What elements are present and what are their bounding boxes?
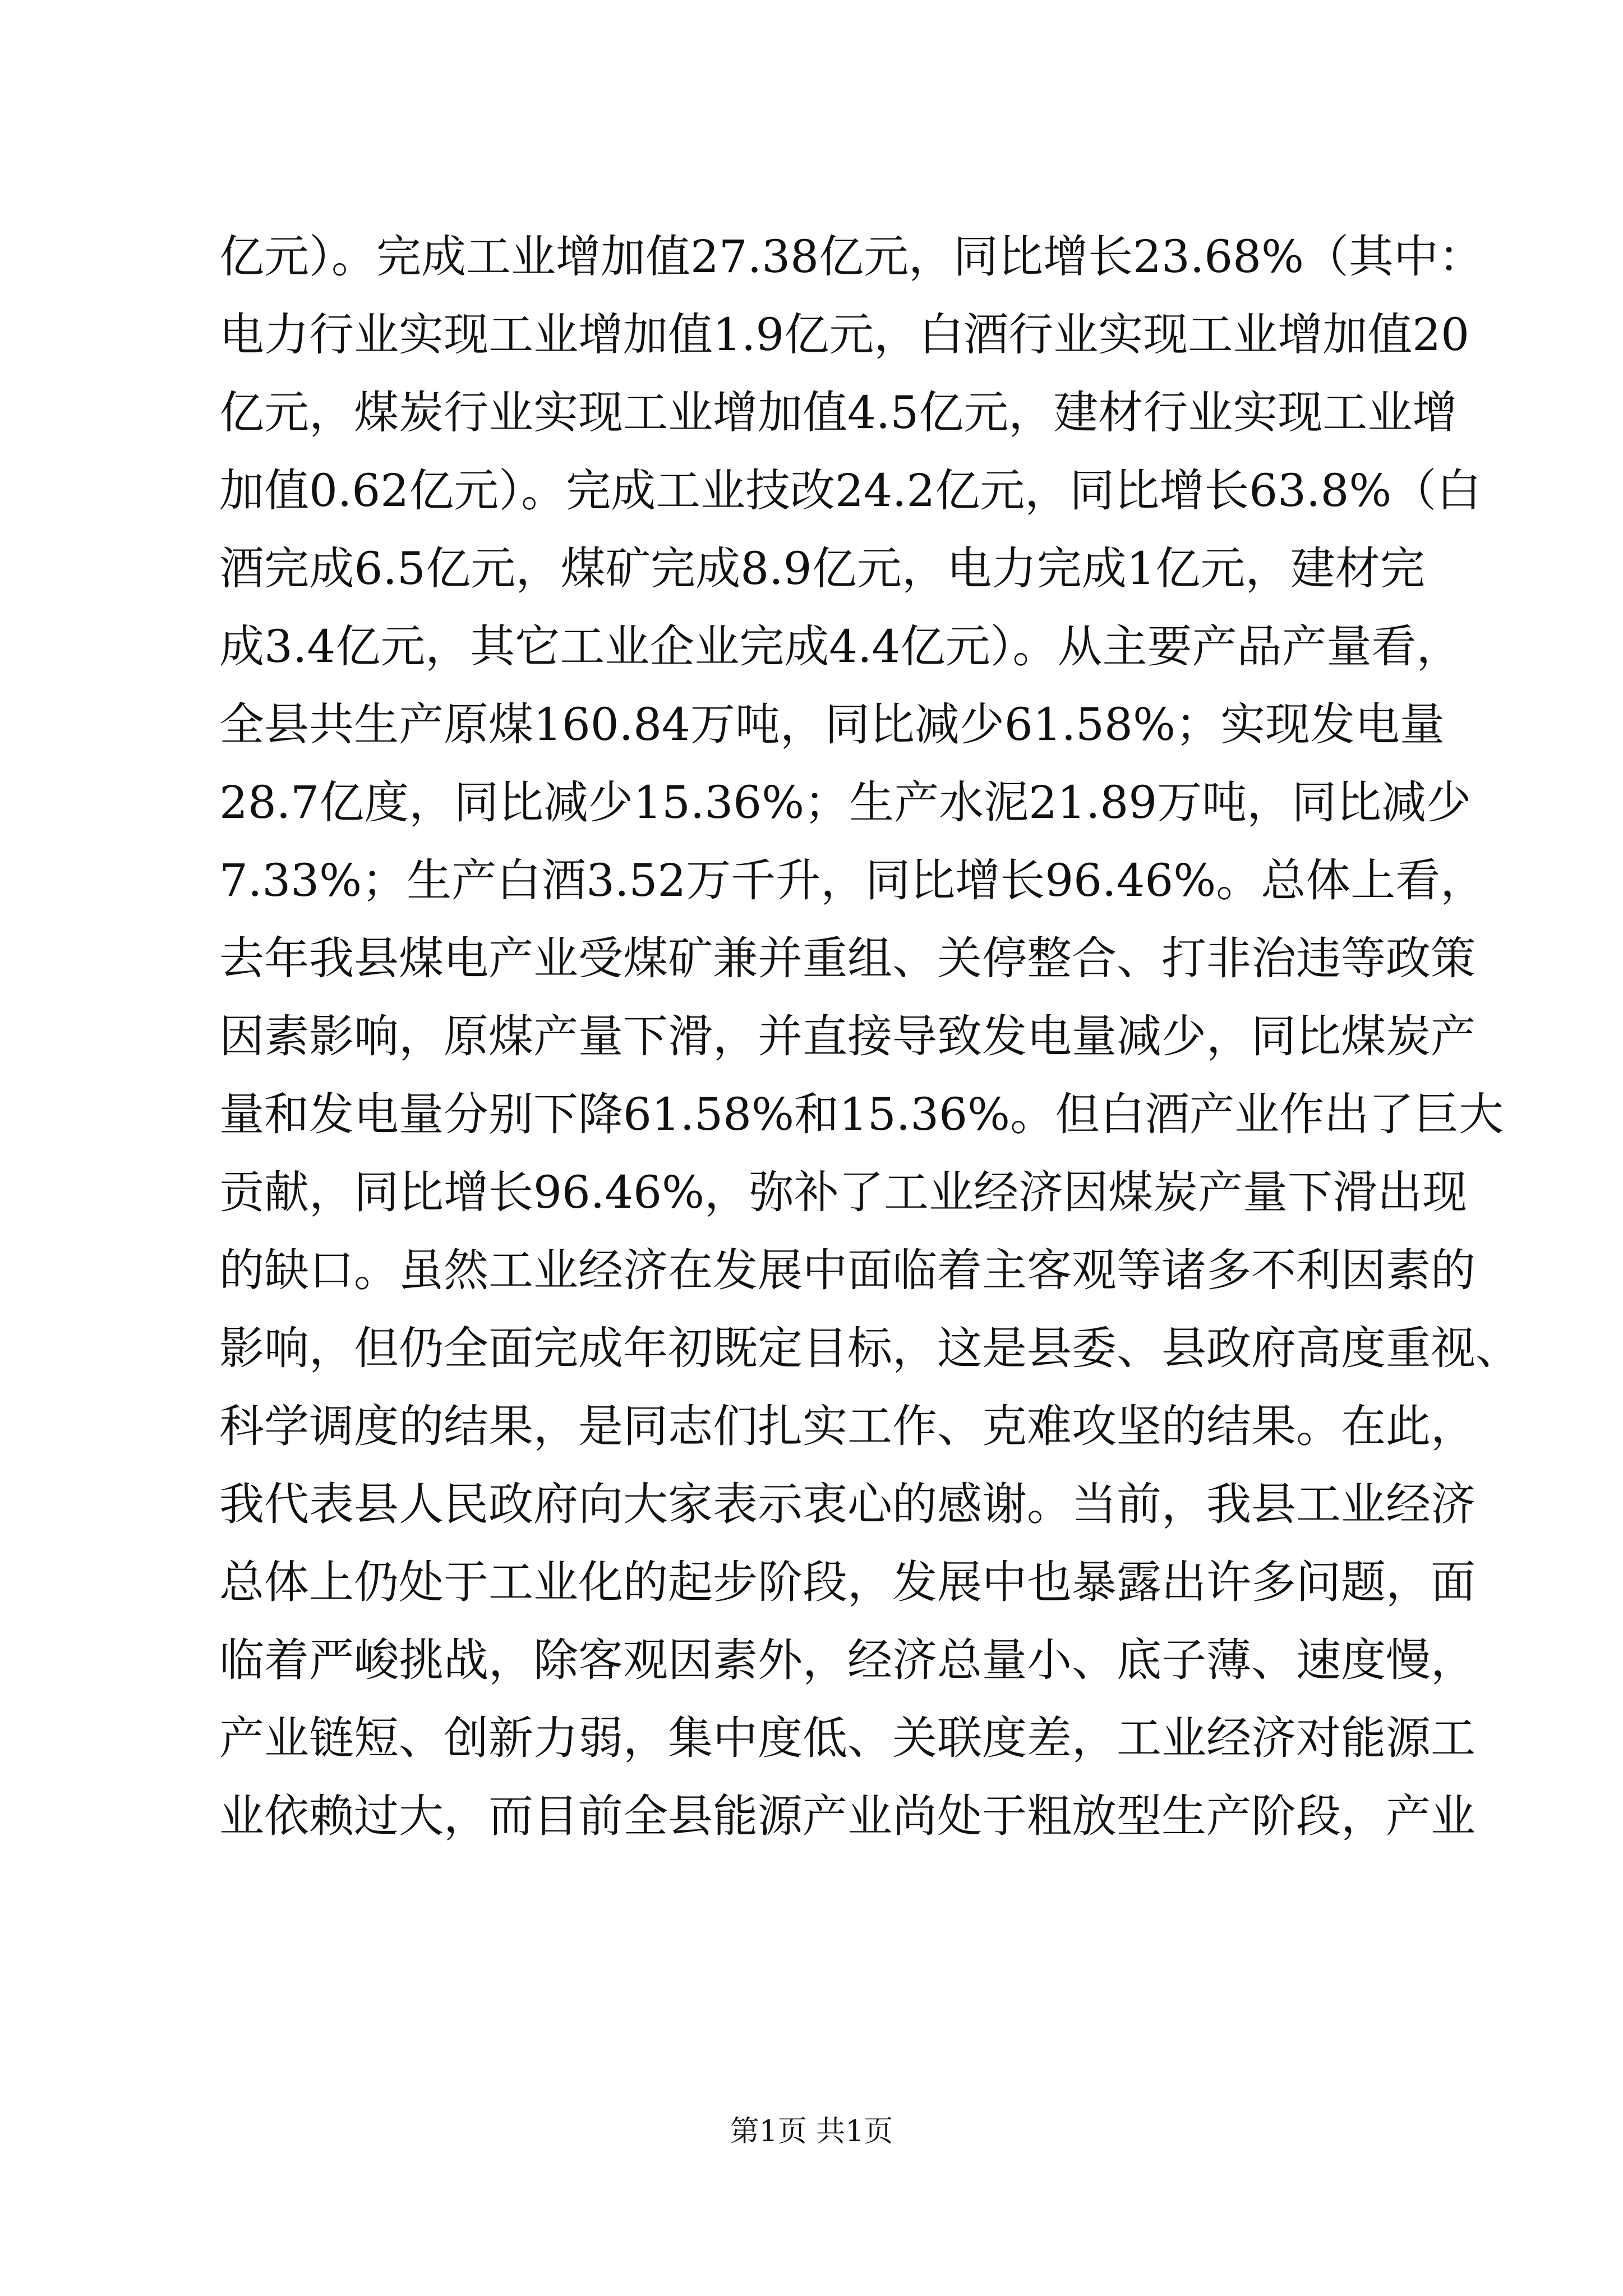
text-line: 的缺口。虽然工业经济在发展中面临着主客观等诸多不利因素的 — [219, 1244, 1476, 1296]
text-line: 产业链短、创新力弱，集中度低、关联度差，工业经济对能源工 — [219, 1712, 1476, 1764]
text-line: 28.7亿度，同比减少15.36%；生产水泥21.89万吨，同比减少 — [219, 776, 1472, 829]
page-number-label: 第1页 共1页 — [730, 2115, 893, 2148]
text-line: 亿元）。完成工业增加值27.38亿元，同比增长23.68%（其中： — [219, 231, 1484, 283]
text-line: 酒完成6.5亿元，煤矿完成8.9亿元，电力完成1亿元，建材完 — [219, 542, 1425, 595]
text-line: 量和发电量分别下降61.58%和15.36%。但白酒产业作出了巨大 — [219, 1088, 1504, 1140]
text-line: 成3.4亿元，其它工业企业完成4.4亿元）。从主要产品产量看， — [219, 620, 1461, 673]
text-line: 因素影响，原煤产量下滑，并直接导致发电量减少，同比煤炭产 — [219, 1010, 1476, 1062]
text-line: 加值0.62亿元）。完成工业技改24.2亿元，同比增长63.8%（白 — [219, 464, 1482, 517]
text-line: 科学调度的结果，是同志们扎实工作、克难攻坚的结果。在此， — [219, 1400, 1476, 1452]
text-line: 影响，但仍全面完成年初既定目标，这是县委、县政府高度重视、 — [219, 1322, 1520, 1374]
text-line: 临着严峻挑战，除客观因素外，经济总量小、底子薄、速度慢， — [219, 1634, 1476, 1686]
text-line: 我代表县人民政府向大家表示衷心的感谢。当前，我县工业经济 — [219, 1478, 1476, 1530]
text-line: 电力行业实现工业增加值1.9亿元，白酒行业实现工业增加值20 — [219, 309, 1470, 361]
text-line: 7.33%；生产白酒3.52万千升，同比增长96.46%。总体上看， — [219, 854, 1486, 907]
text-line: 业依赖过大，而目前全县能源产业尚处于粗放型生产阶段，产业 — [219, 1790, 1476, 1842]
text-line: 去年我县煤电产业受煤矿兼并重组、关停整合、打非治违等政策 — [219, 932, 1476, 984]
text-line: 全县共生产原煤160.84万吨，同比减少61.58%；实现发电量 — [219, 698, 1445, 751]
text-line: 亿元，煤炭行业实现工业增加值4.5亿元，建材行业实现工业增 — [219, 386, 1458, 439]
body-paragraph — [219, 218, 1520, 1855]
text-line: 贡献，同比增长96.46%，弥补了工业经济因煤炭产量下滑出现 — [219, 1166, 1468, 1218]
text-line: 总体上仍处于工业化的起步阶段，发展中也暴露出许多问题，面 — [219, 1556, 1476, 1608]
page-footer — [0, 2109, 1623, 2154]
